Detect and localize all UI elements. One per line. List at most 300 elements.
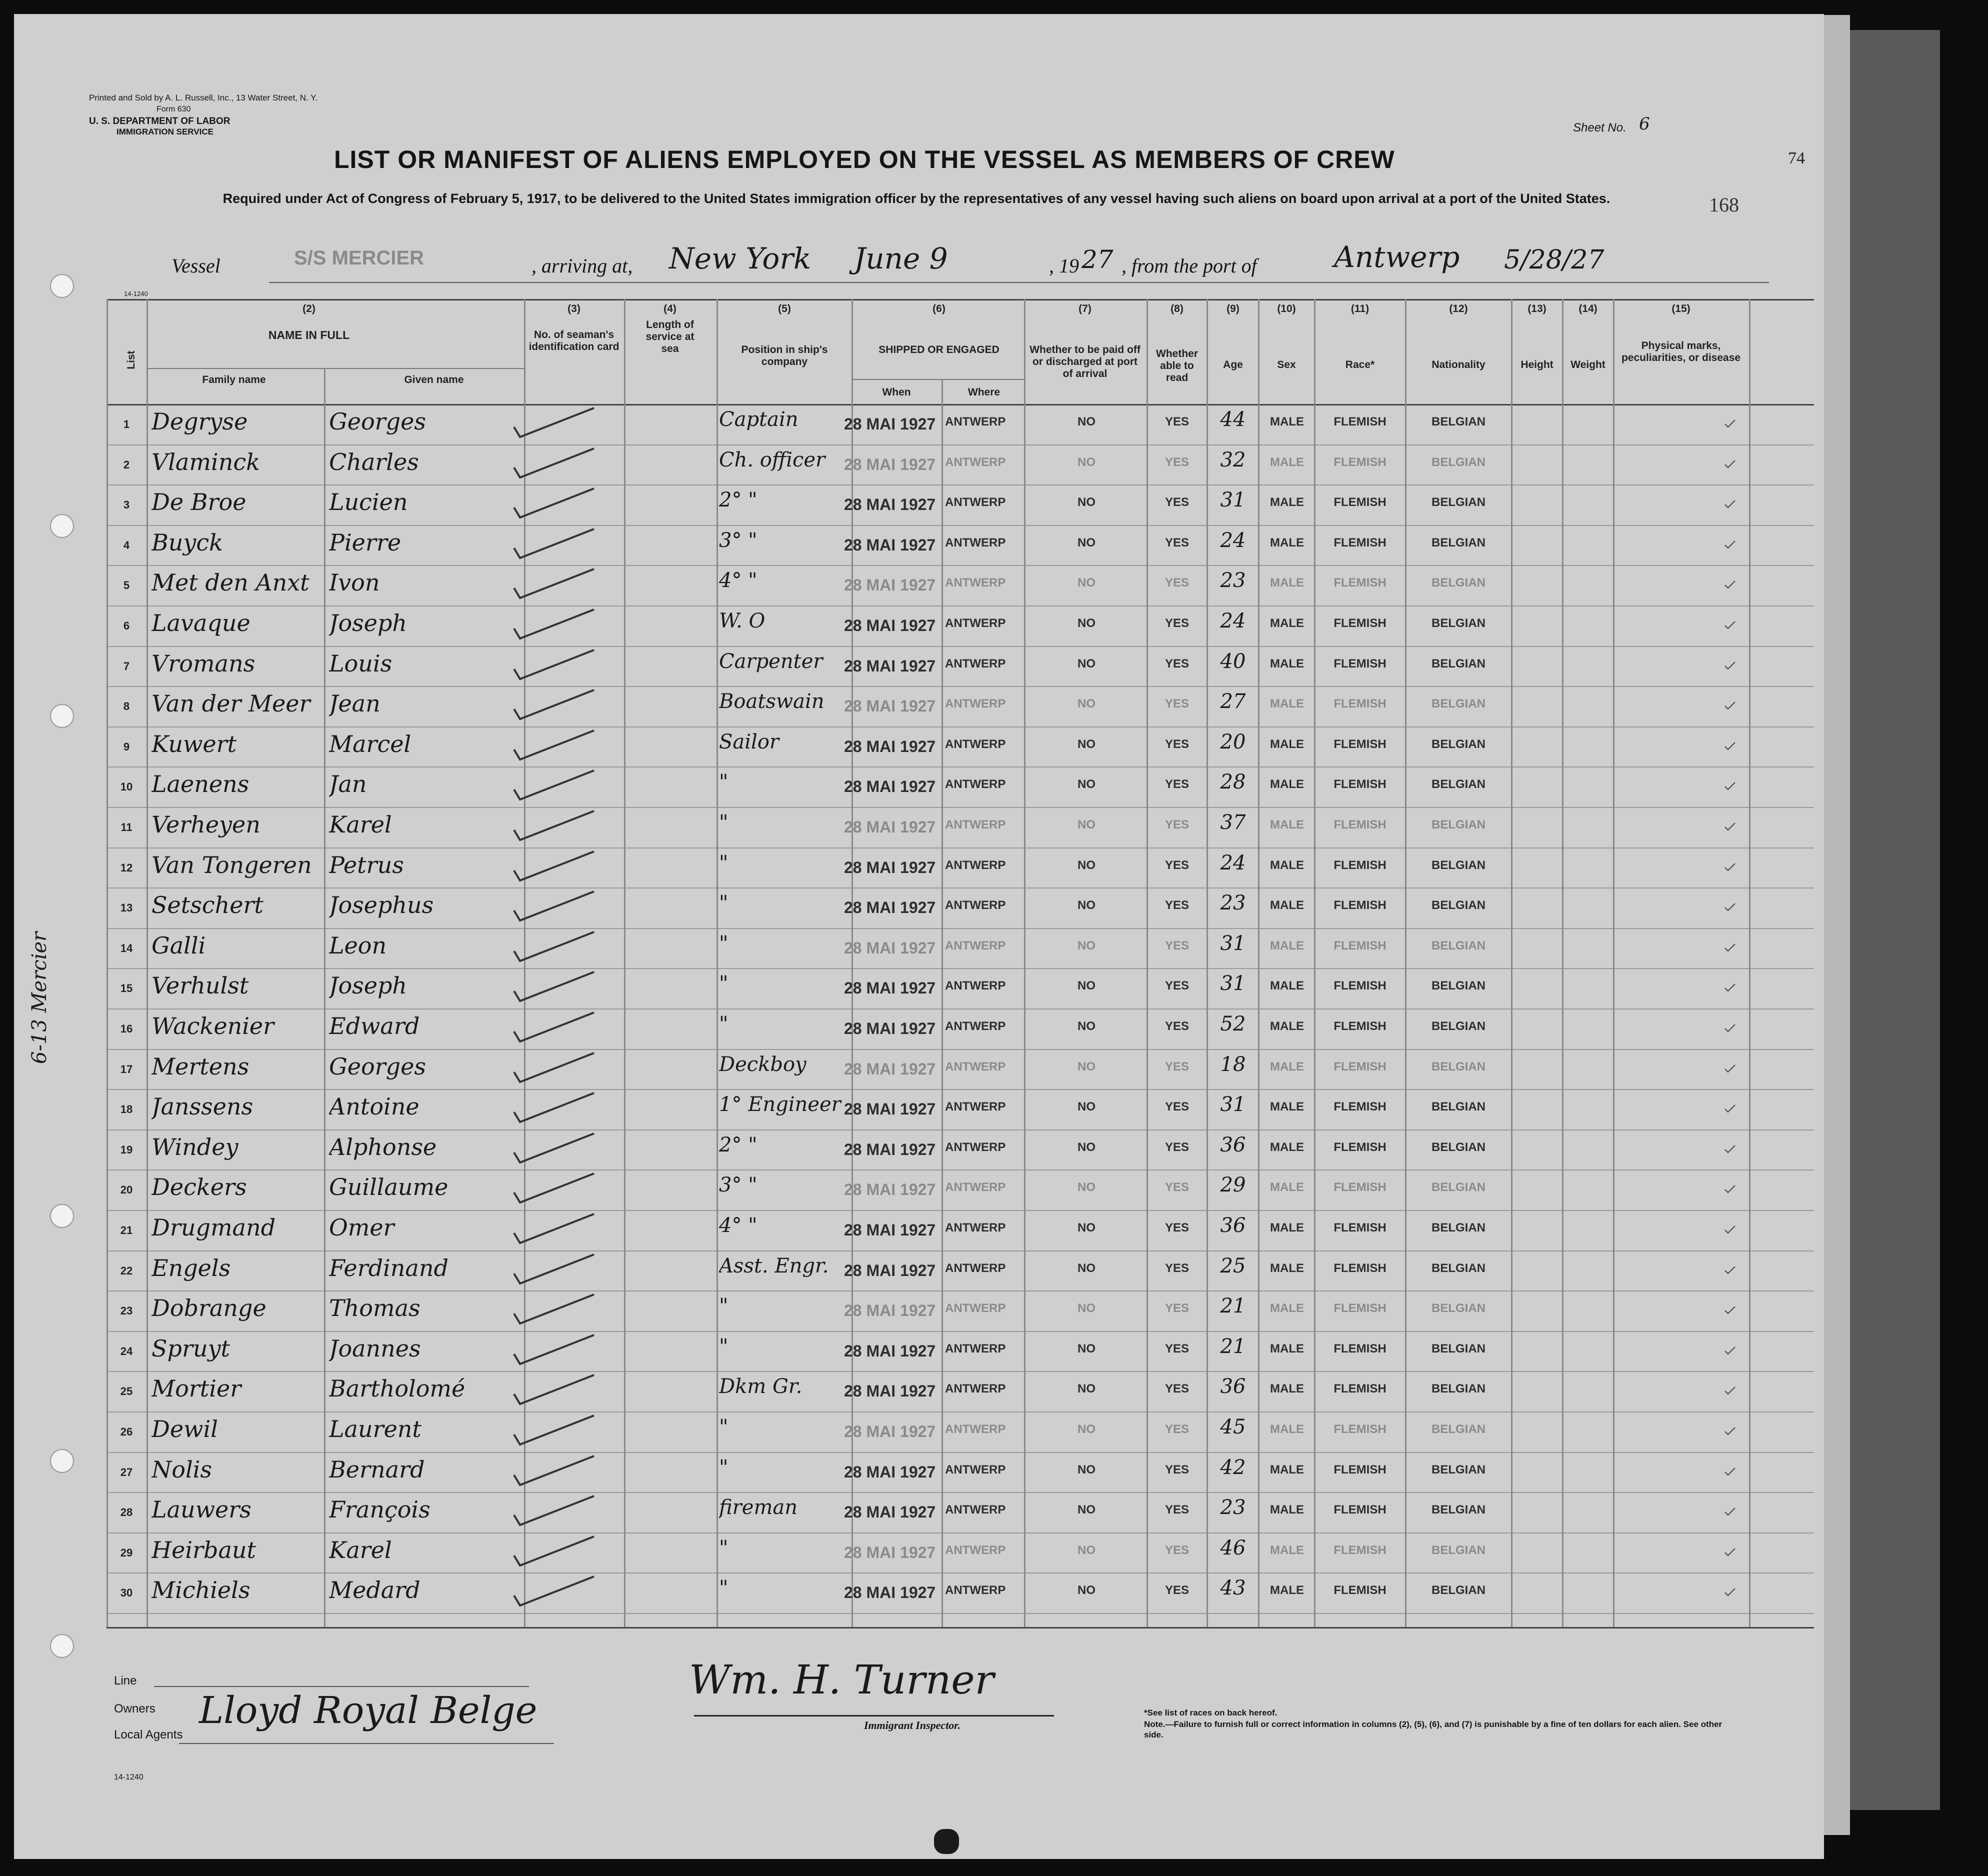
able-to-read: YES bbox=[1164, 576, 1190, 590]
nationality: BELGIAN bbox=[1432, 898, 1486, 912]
family-name: Lavaque bbox=[152, 610, 250, 636]
table-row bbox=[14, 1170, 1814, 1210]
able-to-read: YES bbox=[1164, 697, 1190, 710]
arrival-year: 27 bbox=[1082, 245, 1114, 274]
family-name: Drugmand bbox=[152, 1214, 276, 1241]
sex: MALE bbox=[1270, 456, 1304, 469]
paid-off: NO bbox=[1078, 898, 1096, 912]
position: Deckboy bbox=[719, 1053, 806, 1076]
form-code-top: 14-1240 bbox=[124, 290, 148, 298]
nationality: BELGIAN bbox=[1432, 1463, 1486, 1476]
shipped-where: ANTWERP bbox=[945, 738, 1006, 751]
nationality: BELGIAN bbox=[1432, 818, 1486, 832]
row-number: 21 bbox=[120, 1224, 133, 1236]
remarks-tick bbox=[1724, 782, 1736, 793]
shipped-when: 28 MAI 1927 bbox=[844, 1382, 936, 1400]
col3-number: (3) bbox=[568, 303, 580, 314]
shipped-where: ANTWERP bbox=[945, 858, 1006, 872]
remarks-tick bbox=[1724, 419, 1736, 430]
paid-off: NO bbox=[1078, 576, 1096, 590]
position: Boatswain bbox=[719, 690, 824, 713]
table-row bbox=[14, 1371, 1814, 1412]
col13-title: Height bbox=[1520, 359, 1554, 370]
table-bottom-border bbox=[106, 1627, 1814, 1628]
id-card-checkmark bbox=[509, 1374, 599, 1409]
able-to-read: YES bbox=[1164, 1221, 1190, 1234]
shipped-where: ANTWERP bbox=[945, 616, 1006, 630]
given-name: Antoine bbox=[329, 1093, 420, 1120]
shipped-where: ANTWERP bbox=[945, 576, 1006, 590]
shipped-where: ANTWERP bbox=[945, 456, 1006, 469]
family-name: Mertens bbox=[152, 1053, 250, 1080]
paid-off: NO bbox=[1078, 1342, 1096, 1356]
position: " bbox=[719, 1335, 728, 1358]
col5-title: Position in ship's company bbox=[741, 344, 828, 368]
nationality: BELGIAN bbox=[1432, 1180, 1486, 1194]
age: 29 bbox=[1220, 1174, 1246, 1196]
family-name: Van der Meer bbox=[152, 690, 310, 717]
col6-where: Where bbox=[968, 386, 1000, 398]
given-name: Petrus bbox=[329, 852, 404, 878]
id-card-checkmark bbox=[509, 1334, 599, 1369]
race: FLEMISH bbox=[1334, 536, 1386, 550]
race: FLEMISH bbox=[1334, 1180, 1386, 1194]
remarks-tick bbox=[1724, 1064, 1736, 1076]
col9-title: Age bbox=[1223, 359, 1243, 370]
able-to-read: YES bbox=[1164, 616, 1190, 630]
position: Asst. Engr. bbox=[719, 1254, 829, 1278]
shipped-when: 28 MAI 1927 bbox=[844, 496, 936, 514]
family-name: Lauwers bbox=[152, 1496, 252, 1523]
id-card-checkmark bbox=[509, 1092, 599, 1127]
shipped-where: ANTWERP bbox=[945, 1262, 1006, 1275]
col3-title: No. of seaman's identification card bbox=[528, 329, 620, 352]
sex: MALE bbox=[1270, 778, 1304, 791]
age: 24 bbox=[1220, 610, 1246, 632]
race: FLEMISH bbox=[1334, 1060, 1386, 1074]
nationality: BELGIAN bbox=[1432, 1422, 1486, 1436]
row-divider bbox=[106, 1613, 1814, 1614]
remarks-tick bbox=[1724, 701, 1736, 712]
remarks-tick bbox=[1724, 1507, 1736, 1518]
sex: MALE bbox=[1270, 496, 1304, 509]
side-number: 168 bbox=[1709, 194, 1739, 216]
remarks-tick bbox=[1724, 1548, 1736, 1559]
position: 4° " bbox=[719, 1214, 758, 1237]
col11-number: (11) bbox=[1350, 303, 1370, 314]
vessel-underline bbox=[269, 282, 1769, 283]
row-number: 18 bbox=[120, 1103, 133, 1116]
able-to-read: YES bbox=[1164, 1422, 1190, 1436]
row-number: 29 bbox=[120, 1546, 133, 1559]
table-row bbox=[14, 766, 1814, 807]
given-name: Joseph bbox=[329, 610, 408, 636]
table-row bbox=[14, 928, 1814, 968]
shipped-where: ANTWERP bbox=[945, 1060, 1006, 1074]
col6-number: (6) bbox=[932, 303, 946, 314]
col4-number: (4) bbox=[664, 303, 676, 314]
name-subheader-line bbox=[146, 368, 524, 369]
shipped-where: ANTWERP bbox=[945, 415, 1006, 428]
able-to-read: YES bbox=[1164, 1100, 1190, 1114]
line-underline bbox=[154, 1686, 529, 1687]
col14-number: (14) bbox=[1578, 303, 1598, 314]
shipped-where: ANTWERP bbox=[945, 536, 1006, 550]
race: FLEMISH bbox=[1334, 1463, 1386, 1476]
remarks-tick bbox=[1724, 862, 1736, 874]
row-number: 5 bbox=[123, 579, 130, 592]
shipped-when: 28 MAI 1927 bbox=[844, 738, 936, 756]
family-name: Dobrange bbox=[152, 1294, 266, 1322]
col15-number: (15) bbox=[1672, 303, 1690, 314]
given-name: Bernard bbox=[329, 1456, 425, 1483]
paid-off: NO bbox=[1078, 858, 1096, 872]
family-name: Degryse bbox=[152, 408, 248, 435]
shipped-when: 28 MAI 1927 bbox=[844, 1100, 936, 1118]
remarks-tick bbox=[1724, 620, 1736, 632]
shipped-where: ANTWERP bbox=[945, 1020, 1006, 1033]
shipped-where: ANTWERP bbox=[945, 818, 1006, 832]
id-card-checkmark bbox=[509, 1172, 599, 1208]
table-row bbox=[14, 1089, 1814, 1130]
sex: MALE bbox=[1270, 1382, 1304, 1396]
family-name: Windey bbox=[152, 1134, 238, 1160]
row-number: 14 bbox=[120, 942, 133, 954]
table-row bbox=[14, 888, 1814, 928]
position: " bbox=[719, 1294, 728, 1318]
id-card-checkmark bbox=[509, 730, 599, 764]
col5-number: (5) bbox=[778, 303, 791, 314]
race: FLEMISH bbox=[1334, 1584, 1386, 1597]
race: FLEMISH bbox=[1334, 1302, 1386, 1315]
race: FLEMISH bbox=[1334, 1100, 1386, 1114]
col2-title: NAME IN FULL bbox=[268, 328, 350, 342]
age: 18 bbox=[1220, 1053, 1246, 1076]
paid-off: NO bbox=[1078, 1060, 1096, 1074]
remarks-tick bbox=[1724, 460, 1736, 471]
position: 2° " bbox=[719, 488, 758, 512]
race: FLEMISH bbox=[1334, 657, 1386, 670]
id-card-checkmark bbox=[509, 1012, 599, 1046]
row-number: 16 bbox=[120, 1022, 133, 1035]
race: FLEMISH bbox=[1334, 1342, 1386, 1356]
age: 31 bbox=[1220, 1093, 1246, 1116]
position: W. O bbox=[719, 610, 766, 632]
col13-number: (13) bbox=[1528, 303, 1546, 314]
sex: MALE bbox=[1270, 1020, 1304, 1033]
id-card-checkmark bbox=[509, 649, 599, 684]
sex: MALE bbox=[1270, 858, 1304, 872]
shipped-where: ANTWERP bbox=[945, 1180, 1006, 1194]
sex: MALE bbox=[1270, 818, 1304, 832]
id-card-checkmark bbox=[509, 488, 599, 522]
row-number: 9 bbox=[123, 740, 130, 753]
shipped-when: 28 MAI 1927 bbox=[844, 415, 936, 433]
remarks-tick bbox=[1724, 580, 1736, 592]
given-name: Charles bbox=[329, 448, 419, 476]
service-label: IMMIGRATION SERVICE bbox=[116, 127, 214, 136]
age: 31 bbox=[1220, 972, 1246, 995]
given-name: Bartholomé bbox=[329, 1375, 466, 1402]
remarks-tick bbox=[1724, 661, 1736, 672]
agents-value: Lloyd Royal Belge bbox=[199, 1689, 538, 1732]
family-name: Engels bbox=[152, 1254, 231, 1282]
family-name: Verheyen bbox=[152, 811, 260, 838]
shipped-when: 28 MAI 1927 bbox=[844, 1503, 936, 1521]
vessel-label: Vessel bbox=[172, 254, 220, 277]
position: Carpenter bbox=[719, 650, 823, 673]
able-to-read: YES bbox=[1164, 1262, 1190, 1275]
table-row bbox=[14, 1250, 1814, 1291]
position: " bbox=[719, 770, 728, 794]
shipped-when: 28 MAI 1927 bbox=[844, 657, 936, 675]
sex: MALE bbox=[1270, 1262, 1304, 1275]
id-card-checkmark bbox=[509, 568, 599, 603]
shipped-where: ANTWERP bbox=[945, 1342, 1006, 1356]
paid-off: NO bbox=[1078, 1584, 1096, 1597]
form-number: Form 630 bbox=[156, 105, 191, 114]
shipped-when: 28 MAI 1927 bbox=[844, 818, 936, 836]
sex: MALE bbox=[1270, 979, 1304, 992]
row-number: 6 bbox=[123, 620, 130, 632]
sex: MALE bbox=[1270, 576, 1304, 590]
shipped-where: ANTWERP bbox=[945, 1221, 1006, 1234]
sex: MALE bbox=[1270, 1503, 1304, 1516]
remarks-tick bbox=[1724, 1467, 1736, 1478]
able-to-read: YES bbox=[1164, 939, 1190, 952]
row-number: 4 bbox=[123, 539, 130, 552]
table-row bbox=[14, 404, 1814, 444]
id-card-checkmark bbox=[509, 1294, 599, 1328]
shipped-subheader-line bbox=[852, 379, 1024, 380]
family-name: Deckers bbox=[152, 1174, 247, 1200]
races-note: *See list of races on back hereof. bbox=[1144, 1708, 1278, 1718]
col7-title: Whether to be paid off or discharged at port of arrival bbox=[1030, 344, 1140, 380]
shipped-when: 28 MAI 1927 bbox=[844, 1422, 936, 1440]
nationality: BELGIAN bbox=[1432, 496, 1486, 509]
paid-off: NO bbox=[1078, 536, 1096, 550]
shipped-where: ANTWERP bbox=[945, 939, 1006, 952]
given-name: Edward bbox=[329, 1012, 420, 1040]
binder-hole bbox=[50, 274, 74, 298]
nationality: BELGIAN bbox=[1432, 657, 1486, 670]
age: 36 bbox=[1220, 1214, 1246, 1237]
position: " bbox=[719, 1576, 728, 1600]
nationality: BELGIAN bbox=[1432, 1140, 1486, 1154]
position: " bbox=[719, 811, 728, 834]
sex: MALE bbox=[1270, 415, 1304, 428]
shipped-when: 28 MAI 1927 bbox=[844, 1180, 936, 1198]
row-number: 3 bbox=[123, 498, 130, 511]
able-to-read: YES bbox=[1164, 657, 1190, 670]
shipped-when: 28 MAI 1927 bbox=[844, 898, 936, 916]
position: " bbox=[719, 972, 728, 995]
vessel-name: S/S MERCIER bbox=[294, 247, 424, 269]
binder-hole bbox=[50, 1634, 74, 1658]
age: 40 bbox=[1220, 650, 1246, 673]
shipped-where: ANTWERP bbox=[945, 979, 1006, 992]
shipped-when: 28 MAI 1927 bbox=[844, 1060, 936, 1078]
paid-off: NO bbox=[1078, 1100, 1096, 1114]
sex: MALE bbox=[1270, 697, 1304, 710]
row-number: 27 bbox=[120, 1466, 133, 1478]
given-name: Joannes bbox=[329, 1335, 421, 1362]
row-number: 30 bbox=[120, 1586, 133, 1599]
id-card-checkmark bbox=[509, 1254, 599, 1288]
table-row bbox=[14, 444, 1814, 485]
shipped-where: ANTWERP bbox=[945, 657, 1006, 670]
shipped-when: 28 MAI 1927 bbox=[844, 616, 936, 634]
paid-off: NO bbox=[1078, 1422, 1096, 1436]
department-label: U. S. DEPARTMENT OF LABOR bbox=[89, 116, 230, 126]
row-number: 25 bbox=[120, 1385, 133, 1398]
paid-off: NO bbox=[1078, 1140, 1096, 1154]
given-name: Ivon bbox=[329, 569, 380, 596]
nationality: BELGIAN bbox=[1432, 778, 1486, 791]
given-name: Laurent bbox=[329, 1416, 422, 1442]
race: FLEMISH bbox=[1334, 697, 1386, 710]
race: FLEMISH bbox=[1334, 1262, 1386, 1275]
race: FLEMISH bbox=[1334, 1020, 1386, 1033]
race: FLEMISH bbox=[1334, 1503, 1386, 1516]
position: Sailor bbox=[719, 730, 780, 754]
able-to-read: YES bbox=[1164, 1180, 1190, 1194]
nationality: BELGIAN bbox=[1432, 858, 1486, 872]
given-name: Joseph bbox=[329, 972, 408, 999]
age: 25 bbox=[1220, 1254, 1246, 1278]
paid-off: NO bbox=[1078, 1020, 1096, 1033]
age: 28 bbox=[1220, 770, 1246, 794]
row-number: 1 bbox=[123, 418, 130, 430]
col2-given: Given name bbox=[404, 374, 464, 386]
id-card-checkmark bbox=[509, 1132, 599, 1168]
remarks-tick bbox=[1724, 902, 1736, 914]
col2-number: (2) bbox=[302, 303, 316, 314]
row-number: 28 bbox=[120, 1506, 133, 1518]
sheet-number: 6 bbox=[1639, 114, 1650, 134]
position: 2° " bbox=[719, 1134, 758, 1156]
table-row bbox=[14, 1008, 1814, 1049]
col7-number: (7) bbox=[1078, 303, 1092, 314]
id-card-checkmark bbox=[509, 407, 599, 442]
row-number: 12 bbox=[120, 862, 133, 874]
paid-off: NO bbox=[1078, 939, 1096, 952]
paid-off: NO bbox=[1078, 1503, 1096, 1516]
paid-off: NO bbox=[1078, 616, 1096, 630]
page-title: LIST OR MANIFEST OF ALIENS EMPLOYED ON THE VESSEL AS MEMBERS OF CREW bbox=[334, 146, 1395, 174]
row-number: 17 bbox=[120, 1063, 133, 1076]
id-card-checkmark bbox=[509, 1052, 599, 1087]
race: FLEMISH bbox=[1334, 738, 1386, 751]
able-to-read: YES bbox=[1164, 415, 1190, 428]
id-card-checkmark bbox=[509, 1495, 599, 1530]
shipped-where: ANTWERP bbox=[945, 1584, 1006, 1597]
family-name: Laenens bbox=[152, 770, 250, 798]
shipped-where: ANTWERP bbox=[945, 1463, 1006, 1476]
remarks-tick bbox=[1724, 1386, 1736, 1398]
table-row bbox=[14, 606, 1814, 646]
shipped-where: ANTWERP bbox=[945, 898, 1006, 912]
paid-off: NO bbox=[1078, 456, 1096, 469]
sex: MALE bbox=[1270, 1302, 1304, 1315]
family-name: Vlaminck bbox=[152, 448, 260, 476]
sex: MALE bbox=[1270, 536, 1304, 550]
departure-port: Antwerp bbox=[1334, 240, 1460, 274]
sex: MALE bbox=[1270, 1584, 1304, 1597]
family-name: Spruyt bbox=[152, 1335, 230, 1362]
nationality: BELGIAN bbox=[1432, 979, 1486, 992]
form-code-bottom: 14-1240 bbox=[114, 1773, 144, 1782]
row-number: 10 bbox=[120, 780, 133, 793]
family-name: Verhulst bbox=[152, 972, 249, 999]
row-number: 23 bbox=[120, 1304, 133, 1317]
shipped-when: 28 MAI 1927 bbox=[844, 1262, 936, 1280]
shipped-when: 28 MAI 1927 bbox=[844, 939, 936, 957]
table-top-border bbox=[106, 299, 1814, 300]
sex: MALE bbox=[1270, 1180, 1304, 1194]
given-name: Marcel bbox=[329, 730, 412, 758]
penalty-note: Note.—Failure to furnish full or correct information in columns (2), (5), (6), and (7) is punishable by a fine of ten dollars for each alien. See other side. bbox=[1144, 1720, 1722, 1740]
shipped-when: 28 MAI 1927 bbox=[844, 456, 936, 474]
printer-line: Printed and Sold by A. L. Russell, Inc., 13 Water Street, N. Y. bbox=[89, 93, 318, 102]
shipped-when: 28 MAI 1927 bbox=[844, 858, 936, 876]
race: FLEMISH bbox=[1334, 818, 1386, 832]
agents-label: Local Agents bbox=[114, 1728, 183, 1742]
shipped-where: ANTWERP bbox=[945, 1140, 1006, 1154]
remarks-tick bbox=[1724, 742, 1736, 753]
remarks-tick bbox=[1724, 1426, 1736, 1438]
line-label: Line bbox=[114, 1674, 137, 1688]
position: fireman bbox=[719, 1496, 798, 1519]
id-card-checkmark bbox=[509, 850, 599, 886]
id-card-checkmark bbox=[509, 448, 599, 482]
shipped-when: 28 MAI 1927 bbox=[844, 1544, 936, 1562]
given-name: Ferdinand bbox=[329, 1254, 448, 1282]
given-name: Georges bbox=[329, 408, 426, 435]
paid-off: NO bbox=[1078, 1262, 1096, 1275]
col9-number: (9) bbox=[1226, 303, 1240, 314]
paid-off: NO bbox=[1078, 657, 1096, 670]
able-to-read: YES bbox=[1164, 1060, 1190, 1074]
id-card-checkmark bbox=[509, 689, 599, 724]
race: FLEMISH bbox=[1334, 979, 1386, 992]
col11-title: Race* bbox=[1345, 359, 1375, 370]
nationality: BELGIAN bbox=[1432, 616, 1486, 630]
sex: MALE bbox=[1270, 1463, 1304, 1476]
age: 36 bbox=[1220, 1134, 1246, 1156]
col6-when: When bbox=[882, 386, 911, 398]
col10-title: Sex bbox=[1277, 359, 1296, 370]
position: " bbox=[719, 892, 728, 914]
nationality: BELGIAN bbox=[1432, 1302, 1486, 1315]
given-name: Medard bbox=[329, 1576, 420, 1604]
nationality: BELGIAN bbox=[1432, 1060, 1486, 1074]
family-name: Mortier bbox=[152, 1375, 242, 1402]
col14-title: Weight bbox=[1570, 359, 1606, 370]
remarks-tick bbox=[1724, 1346, 1736, 1358]
position: " bbox=[719, 1456, 728, 1479]
id-card-checkmark bbox=[509, 890, 599, 926]
shipped-when: 28 MAI 1927 bbox=[844, 1020, 936, 1038]
shipped-when: 28 MAI 1927 bbox=[844, 576, 936, 594]
nationality: BELGIAN bbox=[1432, 697, 1486, 710]
remarks-tick bbox=[1724, 1144, 1736, 1156]
age: 37 bbox=[1220, 811, 1246, 834]
paid-off: NO bbox=[1078, 1302, 1096, 1315]
race: FLEMISH bbox=[1334, 616, 1386, 630]
id-card-checkmark bbox=[509, 1414, 599, 1450]
able-to-read: YES bbox=[1164, 1503, 1190, 1516]
